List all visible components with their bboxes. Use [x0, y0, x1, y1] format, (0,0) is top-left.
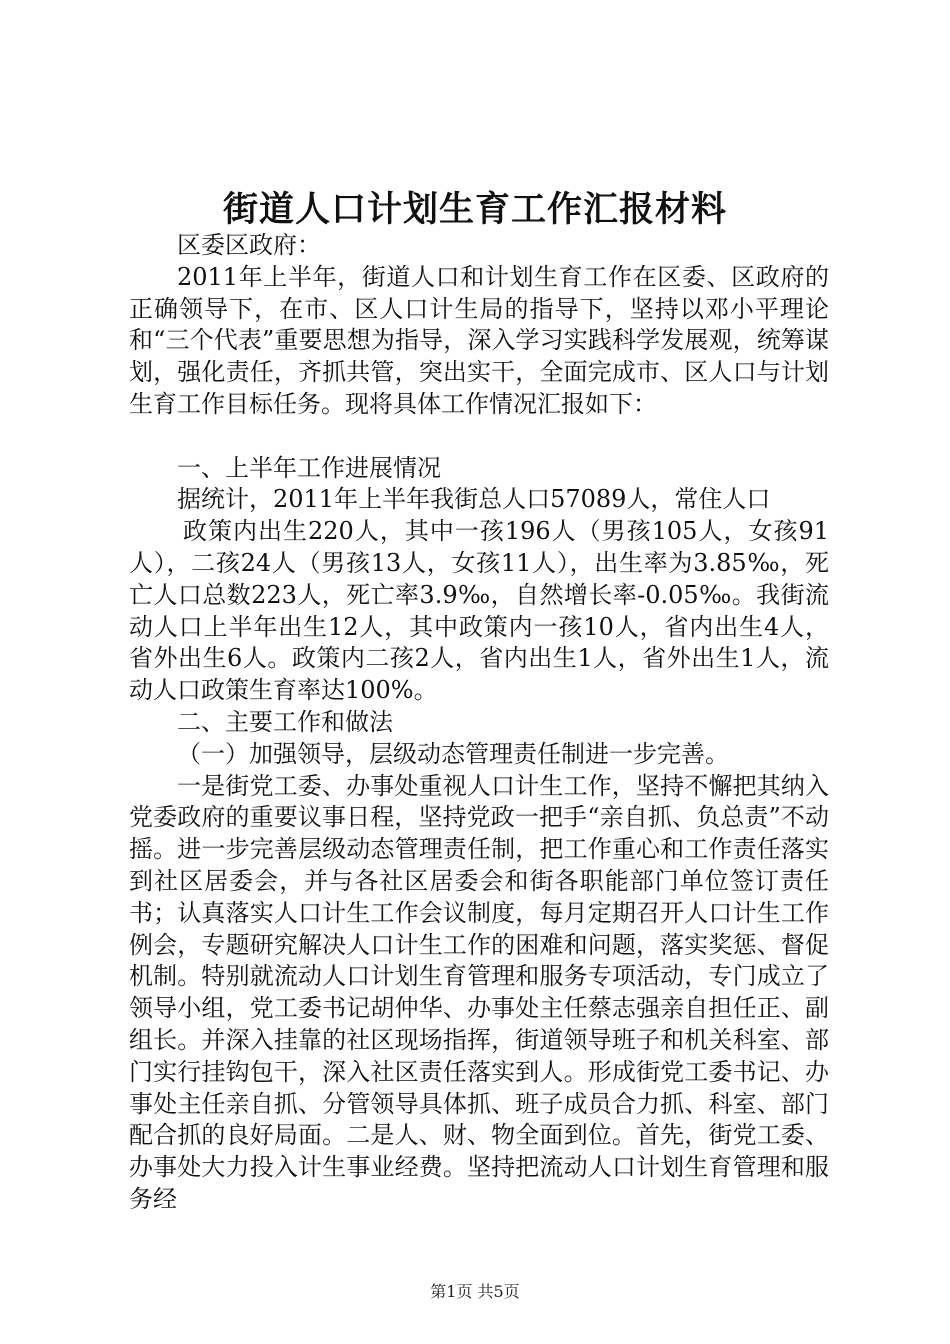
document-title: 街道人口计划生育工作汇报材料 — [222, 189, 727, 230]
section-2-heading: 二、主要工作和做法 — [177, 707, 393, 736]
section-1-statistics-line: 据统计，2011年上半年我街总人口57089人，常住人口 — [177, 485, 771, 514]
section-1-statistics-paragraph: 政策内出生220人，其中一孩196人（男孩105人，女孩91人），二孩24人（男孩13人，女孩11人），出生率为3.85‰，死亡人口总数223人，死亡率3.9‰，自然增长率-0.05‰。我街流动人口上半年出生12人，其中政策内一孩10人，省内出生4人，省外出生6人。政策内二孩2人，省内出生1人，省外出生1人，流动人口政策生育率达100%。 — [129, 517, 829, 705]
subsection-1-body: 一是街党工委、办事处重视人口计生工作，坚持不懈把其纳入党委政府的重要议事日程，坚持党政一把手“亲自抓、负总责”不动摇。进一步完善层级动态管理责任制，把工作重心和工作责任落实到社区居委会，并与各社区居委会和街各职能部门单位签订责任书；认真落实人口计生工作会议制度，每月定期召开人口计生工作例会，专题研究解决人口计生工作的困难和问题，落实奖惩、督促机制。特别就流动人口计划生育管理和服务专项活动，专门成立了领导小组，党工委书记胡仲华、办事处主任蔡志强亲自担任正、副组长。并深入挂靠的社区现场指挥，街道领导班子和机关科室、部门实行挂钩包干，深入社区责任落实到人。形成街党工委书记、办事处主任亲自抓、分管领导具体抓、班子成员合力抓、科室、部门配合抓的良好局面。二是人、财、物全面到位。首先，街党工委、办事处大力投入计生事业经费。坚持把流动人口计划生育管理和服务经 — [129, 771, 829, 1213]
section-1-heading: 一、上半年工作进展情况 — [177, 453, 441, 482]
page-footer: 第1页 共5页 — [430, 1282, 520, 1301]
document-body — [129, 230, 829, 1216]
salutation: 区委区政府： — [177, 231, 321, 259]
intro-paragraph: 2011年上半年，街道人口和计划生育工作在区委、区政府的正确领导下，在市、区人口计生局的指导下，坚持以邓小平理论和“三个代表”重要思想为指导，深入学习实践科学发展观，统筹谋划，强化责任，齐抓共管，突出实干，全面完成市、区人口与计划生育工作目标任务。现将具体工作情况汇报如下： — [129, 262, 829, 418]
subsection-1-heading: （一）加强领导，层级动态管理责任制进一步完善。 — [177, 739, 729, 768]
paragraph-gap — [129, 421, 829, 453]
